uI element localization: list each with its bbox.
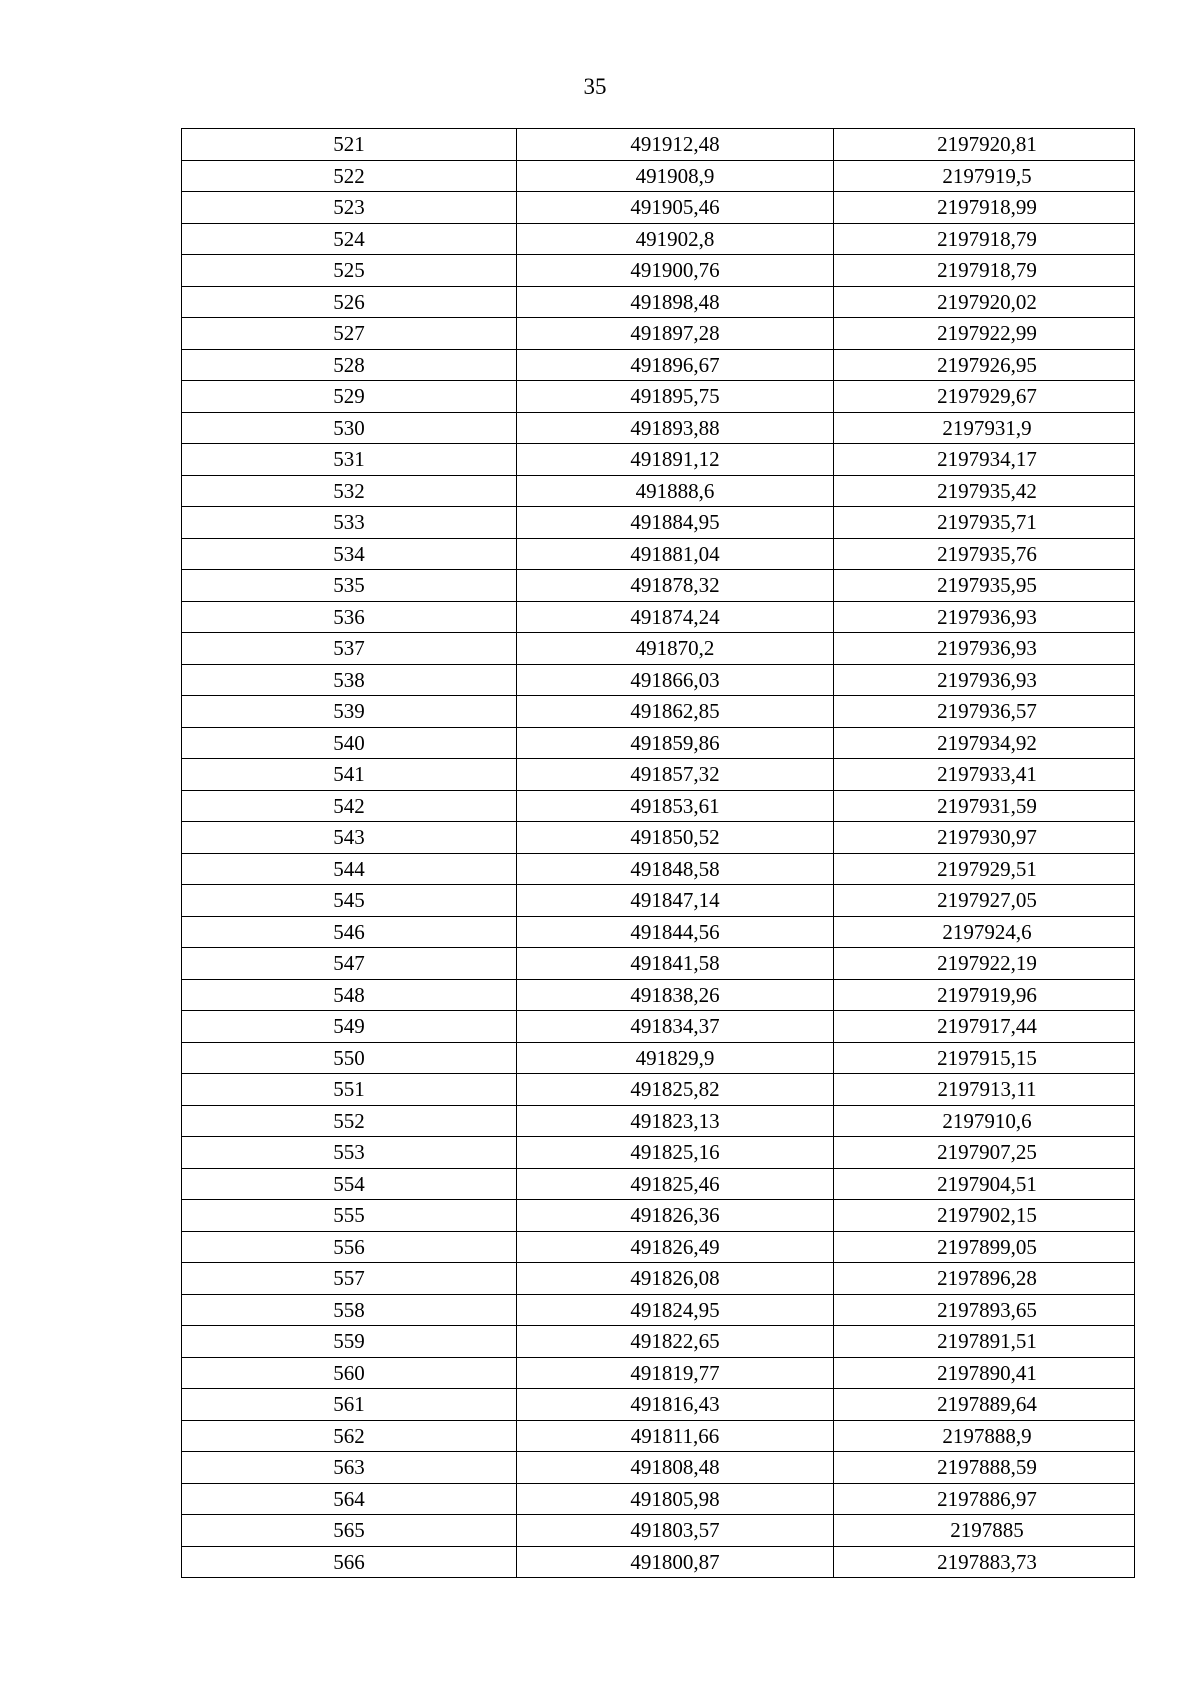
y-coordinate-cell: 2197919,5 (834, 160, 1135, 192)
coordinates-table-body (182, 129, 1135, 1578)
x-coordinate-cell: 491859,86 (517, 727, 834, 759)
table-row (182, 1389, 1135, 1421)
x-coordinate-cell: 491841,58 (517, 948, 834, 980)
point-number-cell: 563 (182, 1452, 517, 1484)
point-number-cell: 522 (182, 160, 517, 192)
x-coordinate-cell: 491808,48 (517, 1452, 834, 1484)
coordinates-table (181, 128, 1135, 1578)
table-row (182, 601, 1135, 633)
page-number: 35 (583, 74, 607, 99)
table-row (182, 885, 1135, 917)
x-coordinate-cell: 491834,37 (517, 1011, 834, 1043)
x-coordinate-cell: 491825,16 (517, 1137, 834, 1169)
table-row (182, 1483, 1135, 1515)
point-number-cell: 548 (182, 979, 517, 1011)
x-coordinate-cell: 491826,36 (517, 1200, 834, 1232)
y-coordinate-cell: 2197890,41 (834, 1357, 1135, 1389)
x-coordinate-cell: 491829,9 (517, 1042, 834, 1074)
x-coordinate-cell: 491803,57 (517, 1515, 834, 1547)
table-row (182, 696, 1135, 728)
y-coordinate-cell: 2197915,15 (834, 1042, 1135, 1074)
table-row (182, 1200, 1135, 1232)
x-coordinate-cell: 491823,13 (517, 1105, 834, 1137)
table-row (182, 853, 1135, 885)
y-coordinate-cell: 2197913,11 (834, 1074, 1135, 1106)
x-coordinate-cell: 491870,2 (517, 633, 834, 665)
point-number-cell: 528 (182, 349, 517, 381)
table-row (182, 759, 1135, 791)
point-number-cell: 553 (182, 1137, 517, 1169)
point-number-cell: 565 (182, 1515, 517, 1547)
x-coordinate-cell: 491866,03 (517, 664, 834, 696)
point-number-cell: 546 (182, 916, 517, 948)
table-row (182, 1420, 1135, 1452)
point-number-cell: 543 (182, 822, 517, 854)
table-row (182, 727, 1135, 759)
x-coordinate-cell: 491884,95 (517, 507, 834, 539)
x-coordinate-cell: 491898,48 (517, 286, 834, 318)
table-row (182, 318, 1135, 350)
point-number-cell: 539 (182, 696, 517, 728)
table-row (182, 1074, 1135, 1106)
table-row (182, 349, 1135, 381)
table-row (182, 412, 1135, 444)
x-coordinate-cell: 491800,87 (517, 1546, 834, 1578)
point-number-cell: 533 (182, 507, 517, 539)
y-coordinate-cell: 2197929,67 (834, 381, 1135, 413)
point-number-cell: 521 (182, 129, 517, 161)
x-coordinate-cell: 491908,9 (517, 160, 834, 192)
table-row (182, 1231, 1135, 1263)
x-coordinate-cell: 491862,85 (517, 696, 834, 728)
point-number-cell: 562 (182, 1420, 517, 1452)
x-coordinate-cell: 491848,58 (517, 853, 834, 885)
table-row (182, 1263, 1135, 1295)
y-coordinate-cell: 2197926,95 (834, 349, 1135, 381)
y-coordinate-cell: 2197886,97 (834, 1483, 1135, 1515)
x-coordinate-cell: 491825,82 (517, 1074, 834, 1106)
y-coordinate-cell: 2197918,99 (834, 192, 1135, 224)
x-coordinate-cell: 491905,46 (517, 192, 834, 224)
y-coordinate-cell: 2197920,02 (834, 286, 1135, 318)
point-number-cell: 566 (182, 1546, 517, 1578)
y-coordinate-cell: 2197885 (834, 1515, 1135, 1547)
y-coordinate-cell: 2197883,73 (834, 1546, 1135, 1578)
y-coordinate-cell: 2197891,51 (834, 1326, 1135, 1358)
y-coordinate-cell: 2197919,96 (834, 979, 1135, 1011)
y-coordinate-cell: 2197889,64 (834, 1389, 1135, 1421)
x-coordinate-cell: 491844,56 (517, 916, 834, 948)
y-coordinate-cell: 2197931,9 (834, 412, 1135, 444)
y-coordinate-cell: 2197934,17 (834, 444, 1135, 476)
y-coordinate-cell: 2197888,59 (834, 1452, 1135, 1484)
point-number-cell: 561 (182, 1389, 517, 1421)
table-row (182, 1294, 1135, 1326)
x-coordinate-cell: 491896,67 (517, 349, 834, 381)
table-row (182, 664, 1135, 696)
y-coordinate-cell: 2197922,19 (834, 948, 1135, 980)
point-number-cell: 554 (182, 1168, 517, 1200)
table-row (182, 160, 1135, 192)
table-row (182, 475, 1135, 507)
y-coordinate-cell: 2197893,65 (834, 1294, 1135, 1326)
x-coordinate-cell: 491838,26 (517, 979, 834, 1011)
x-coordinate-cell: 491900,76 (517, 255, 834, 287)
point-number-cell: 549 (182, 1011, 517, 1043)
table-row (182, 507, 1135, 539)
point-number-cell: 540 (182, 727, 517, 759)
x-coordinate-cell: 491805,98 (517, 1483, 834, 1515)
point-number-cell: 525 (182, 255, 517, 287)
table-row (182, 192, 1135, 224)
table-row (182, 1011, 1135, 1043)
y-coordinate-cell: 2197922,99 (834, 318, 1135, 350)
point-number-cell: 550 (182, 1042, 517, 1074)
x-coordinate-cell: 491826,49 (517, 1231, 834, 1263)
x-coordinate-cell: 491824,95 (517, 1294, 834, 1326)
x-coordinate-cell: 491888,6 (517, 475, 834, 507)
x-coordinate-cell: 491822,65 (517, 1326, 834, 1358)
point-number-cell: 526 (182, 286, 517, 318)
table-row (182, 538, 1135, 570)
x-coordinate-cell: 491857,32 (517, 759, 834, 791)
point-number-cell: 524 (182, 223, 517, 255)
point-number-cell: 532 (182, 475, 517, 507)
y-coordinate-cell: 2197918,79 (834, 255, 1135, 287)
y-coordinate-cell: 2197936,93 (834, 664, 1135, 696)
y-coordinate-cell: 2197935,95 (834, 570, 1135, 602)
table-row (182, 1515, 1135, 1547)
y-coordinate-cell: 2197929,51 (834, 853, 1135, 885)
point-number-cell: 542 (182, 790, 517, 822)
x-coordinate-cell: 491881,04 (517, 538, 834, 570)
y-coordinate-cell: 2197902,15 (834, 1200, 1135, 1232)
y-coordinate-cell: 2197907,25 (834, 1137, 1135, 1169)
point-number-cell: 527 (182, 318, 517, 350)
x-coordinate-cell: 491878,32 (517, 570, 834, 602)
y-coordinate-cell: 2197935,71 (834, 507, 1135, 539)
table-row (182, 444, 1135, 476)
y-coordinate-cell: 2197936,57 (834, 696, 1135, 728)
point-number-cell: 555 (182, 1200, 517, 1232)
table-row (182, 223, 1135, 255)
table-row (182, 1357, 1135, 1389)
x-coordinate-cell: 491895,75 (517, 381, 834, 413)
point-number-cell: 559 (182, 1326, 517, 1358)
point-number-cell: 552 (182, 1105, 517, 1137)
point-number-cell: 564 (182, 1483, 517, 1515)
table-row (182, 255, 1135, 287)
point-number-cell: 545 (182, 885, 517, 917)
x-coordinate-cell: 491853,61 (517, 790, 834, 822)
point-number-cell: 537 (182, 633, 517, 665)
y-coordinate-cell: 2197918,79 (834, 223, 1135, 255)
y-coordinate-cell: 2197896,28 (834, 1263, 1135, 1295)
point-number-cell: 544 (182, 853, 517, 885)
x-coordinate-cell: 491811,66 (517, 1420, 834, 1452)
point-number-cell: 534 (182, 538, 517, 570)
y-coordinate-cell: 2197927,05 (834, 885, 1135, 917)
table-row (182, 790, 1135, 822)
y-coordinate-cell: 2197935,76 (834, 538, 1135, 570)
point-number-cell: 529 (182, 381, 517, 413)
y-coordinate-cell: 2197904,51 (834, 1168, 1135, 1200)
x-coordinate-cell: 491826,08 (517, 1263, 834, 1295)
x-coordinate-cell: 491897,28 (517, 318, 834, 350)
point-number-cell: 547 (182, 948, 517, 980)
x-coordinate-cell: 491816,43 (517, 1389, 834, 1421)
y-coordinate-cell: 2197910,6 (834, 1105, 1135, 1137)
table-row (182, 570, 1135, 602)
table-row (182, 1546, 1135, 1578)
table-row (182, 129, 1135, 161)
point-number-cell: 530 (182, 412, 517, 444)
y-coordinate-cell: 2197936,93 (834, 601, 1135, 633)
table-row (182, 286, 1135, 318)
table-row (182, 633, 1135, 665)
table-row (182, 916, 1135, 948)
table-row (182, 1326, 1135, 1358)
x-coordinate-cell: 491874,24 (517, 601, 834, 633)
table-row (182, 979, 1135, 1011)
table-row (182, 1105, 1135, 1137)
y-coordinate-cell: 2197888,9 (834, 1420, 1135, 1452)
x-coordinate-cell: 491850,52 (517, 822, 834, 854)
table-row (182, 1042, 1135, 1074)
point-number-cell: 551 (182, 1074, 517, 1106)
table-row (182, 381, 1135, 413)
x-coordinate-cell: 491912,48 (517, 129, 834, 161)
y-coordinate-cell: 2197934,92 (834, 727, 1135, 759)
point-number-cell: 535 (182, 570, 517, 602)
table-row (182, 1137, 1135, 1169)
table-row (182, 1452, 1135, 1484)
y-coordinate-cell: 2197935,42 (834, 475, 1135, 507)
point-number-cell: 558 (182, 1294, 517, 1326)
y-coordinate-cell: 2197899,05 (834, 1231, 1135, 1263)
point-number-cell: 538 (182, 664, 517, 696)
point-number-cell: 556 (182, 1231, 517, 1263)
x-coordinate-cell: 491891,12 (517, 444, 834, 476)
x-coordinate-cell: 491825,46 (517, 1168, 834, 1200)
x-coordinate-cell: 491902,8 (517, 223, 834, 255)
y-coordinate-cell: 2197930,97 (834, 822, 1135, 854)
point-number-cell: 557 (182, 1263, 517, 1295)
x-coordinate-cell: 491893,88 (517, 412, 834, 444)
y-coordinate-cell: 2197933,41 (834, 759, 1135, 791)
y-coordinate-cell: 2197936,93 (834, 633, 1135, 665)
point-number-cell: 523 (182, 192, 517, 224)
x-coordinate-cell: 491819,77 (517, 1357, 834, 1389)
y-coordinate-cell: 2197931,59 (834, 790, 1135, 822)
y-coordinate-cell: 2197924,6 (834, 916, 1135, 948)
y-coordinate-cell: 2197920,81 (834, 129, 1135, 161)
table-row (182, 822, 1135, 854)
table-row (182, 948, 1135, 980)
point-number-cell: 531 (182, 444, 517, 476)
table-row (182, 1168, 1135, 1200)
point-number-cell: 536 (182, 601, 517, 633)
x-coordinate-cell: 491847,14 (517, 885, 834, 917)
point-number-cell: 560 (182, 1357, 517, 1389)
y-coordinate-cell: 2197917,44 (834, 1011, 1135, 1043)
point-number-cell: 541 (182, 759, 517, 791)
